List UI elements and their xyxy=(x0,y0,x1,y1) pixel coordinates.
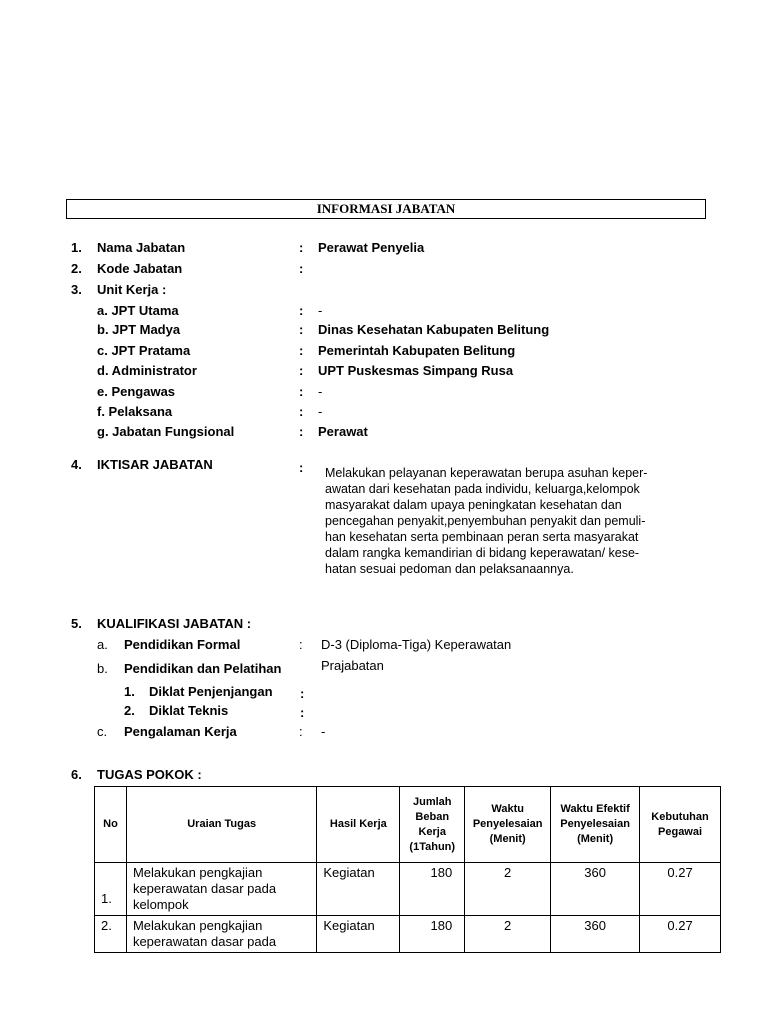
sub-label: Pendidikan dan Pelatihan xyxy=(124,661,282,676)
header-line: (Menit) xyxy=(489,833,526,845)
cell-efektif: 360 xyxy=(551,916,640,953)
header-no: No xyxy=(95,787,127,863)
sub-colon: : xyxy=(299,637,303,652)
item-number: 6. xyxy=(71,767,82,782)
item-label: TUGAS POKOK : xyxy=(97,767,202,782)
sub-label: Pendidikan Formal xyxy=(124,637,241,652)
unit-colon: : xyxy=(299,384,304,399)
cell-jumlah: 180 xyxy=(400,916,465,953)
header-efektif xyxy=(551,787,640,863)
ikhtisar-line: awatan dari kesehatan pada individu, keluarga,kelompok xyxy=(325,482,640,496)
item-number: 5. xyxy=(71,616,82,631)
sub-letter: b. xyxy=(97,661,108,676)
cell-kebutuhan: 0.27 xyxy=(640,916,721,953)
unit-colon: : xyxy=(299,322,304,337)
header-jumlah xyxy=(400,787,465,863)
ikhtisar-text xyxy=(325,465,685,577)
cell-hasil: Kegiatan xyxy=(317,916,400,953)
item-colon: : xyxy=(299,460,304,475)
header-waktu xyxy=(465,787,551,863)
item-label: KUALIFIKASI JABATAN : xyxy=(97,616,252,631)
tugas-table xyxy=(94,786,721,953)
cell-uraian xyxy=(126,916,316,953)
unit-label: c. JPT Pratama xyxy=(97,343,191,358)
item-label: Kode Jabatan xyxy=(97,261,183,276)
unit-colon: : xyxy=(299,303,304,318)
sub-colon: : xyxy=(300,686,305,701)
document-title: INFORMASI JABATAN xyxy=(66,199,706,219)
header-line: Waktu Efektif xyxy=(560,803,630,815)
header-line: Waktu xyxy=(491,803,524,815)
sub-colon: : xyxy=(300,705,305,720)
header-line: Kebutuhan xyxy=(651,810,709,823)
item-colon: : xyxy=(299,240,304,255)
table-row xyxy=(95,863,721,916)
header-line: Beban xyxy=(415,810,450,823)
unit-label: g. Jabatan Fungsional xyxy=(97,424,235,439)
unit-colon: : xyxy=(299,363,304,378)
item-value: Perawat Penyelia xyxy=(318,240,425,255)
unit-label: f. Pelaksana xyxy=(97,404,173,419)
header-line: Jumlah xyxy=(412,795,452,808)
cell-line: keperawatan dasar pada xyxy=(132,934,277,949)
sub-value: - xyxy=(321,724,326,739)
item-number: 4. xyxy=(71,457,82,472)
header-uraian: Uraian Tugas xyxy=(126,787,316,863)
sub-number: 2. xyxy=(124,703,135,718)
sub-label: Diklat Penjenjangan xyxy=(149,684,273,699)
cell-hasil: Kegiatan xyxy=(317,863,400,916)
sub-colon: : xyxy=(299,724,303,739)
sub-value: D-3 (Diploma-Tiga) Keperawatan xyxy=(321,637,512,652)
unit-value: UPT Puskesmas Simpang Rusa xyxy=(318,363,514,378)
header-line: Pegawai xyxy=(658,825,703,838)
header-line: (1Tahun) xyxy=(409,840,456,853)
ikhtisar-line: hatan sesuai pedoman dan pelaksanaannya. xyxy=(325,562,574,576)
cell-kebutuhan: 0.27 xyxy=(640,863,721,916)
unit-value: - xyxy=(318,384,323,399)
unit-label: e. Pengawas xyxy=(97,384,176,399)
header-kebutuhan xyxy=(640,787,721,863)
unit-value: Dinas Kesehatan Kabupaten Belitung xyxy=(318,322,550,337)
header-line: (Menit) xyxy=(577,833,614,845)
ikhtisar-line: dalam rangka kemandirian di bidang keperawatan/ kese- xyxy=(325,546,640,560)
cell-line: Melakukan pengkajian xyxy=(132,865,263,880)
sub-label: Diklat Teknis xyxy=(149,703,229,718)
unit-label: d. Administrator xyxy=(97,363,197,378)
cell-efektif: 360 xyxy=(551,863,640,916)
cell-uraian xyxy=(126,863,316,916)
ikhtisar-line: han kesehatan serta pembinaan peran serta masyarakat xyxy=(325,530,639,544)
sub-number: 1. xyxy=(124,684,135,699)
item-number: 1. xyxy=(71,240,82,255)
ikhtisar-line: pencegahan penyakit,penyembuhan penyakit dan pemuli- xyxy=(325,514,646,528)
unit-value: - xyxy=(318,404,323,419)
header-line: Kerja xyxy=(418,825,446,838)
item-label: IKTISAR JABATAN xyxy=(97,457,213,472)
header-line: Penyelesaian xyxy=(560,818,630,830)
ikhtisar-line: Melakukan pelayanan keperawatan berupa asuhan keper- xyxy=(325,466,648,480)
unit-colon: : xyxy=(299,404,304,419)
cell-no: 2. xyxy=(95,916,127,953)
item-number: 2. xyxy=(71,261,82,276)
cell-waktu: 2 xyxy=(465,916,551,953)
unit-label: b. JPT Madya xyxy=(97,322,181,337)
item-label: Unit Kerja : xyxy=(97,282,167,297)
sub-letter: c. xyxy=(97,724,108,739)
item-number: 3. xyxy=(71,282,82,297)
table-header-row xyxy=(95,787,721,863)
table-row xyxy=(95,916,721,953)
sub-label: Pengalaman Kerja xyxy=(124,724,237,739)
ikhtisar-line: masyarakat dalam upaya peningkatan kesehatan dan xyxy=(325,498,622,512)
unit-colon: : xyxy=(299,343,304,358)
header-line: Penyelesaian xyxy=(472,818,543,830)
cell-waktu: 2 xyxy=(465,863,551,916)
cell-no: 1. xyxy=(95,863,127,916)
unit-value: Pemerintah Kabupaten Belitung xyxy=(318,343,516,358)
cell-line: kelompok xyxy=(132,897,189,912)
cell-line: Melakukan pengkajian xyxy=(132,918,263,933)
sub-letter: a. xyxy=(97,637,108,652)
unit-label: a. JPT Utama xyxy=(97,303,179,318)
unit-value: - xyxy=(318,303,323,318)
cell-jumlah: 180 xyxy=(400,863,465,916)
cell-line: keperawatan dasar pada xyxy=(132,881,277,896)
unit-colon: : xyxy=(299,424,304,439)
unit-value: Perawat xyxy=(318,424,368,439)
sub-value: Prajabatan xyxy=(321,658,384,673)
header-hasil: Hasil Kerja xyxy=(317,787,400,863)
item-colon: : xyxy=(299,261,304,276)
item-label: Nama Jabatan xyxy=(97,240,186,255)
